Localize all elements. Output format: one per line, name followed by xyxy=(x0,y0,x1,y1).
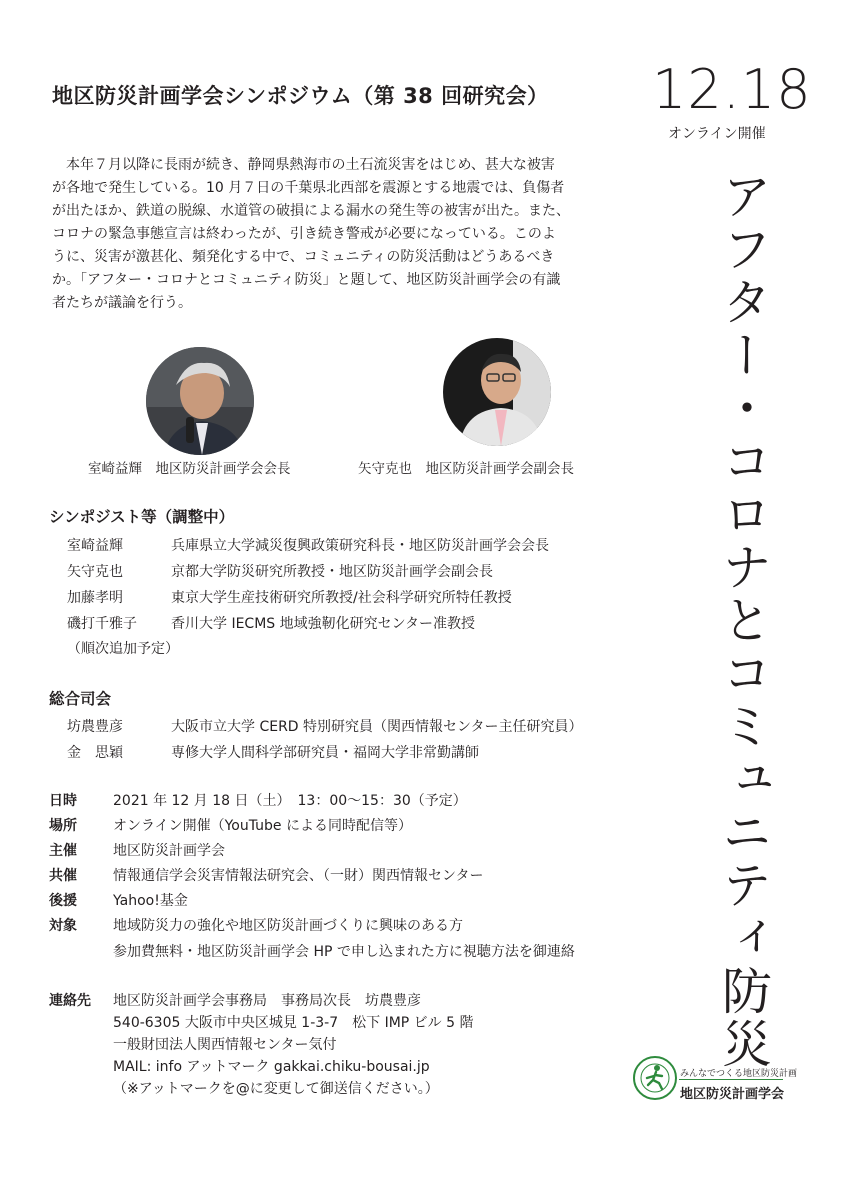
contact-line: 540-6305 大阪市中央区城見 1-3-7 松下 IMP ビル 5 階 xyxy=(113,1015,474,1031)
person-name: 室崎益輝 xyxy=(67,538,123,554)
info-row-co-organizer xyxy=(49,865,669,885)
info-row-target xyxy=(49,915,669,935)
speaker-photo-yamori xyxy=(443,338,551,446)
info-value: 2021 年 12 月 18 日（土） 13：00～15：30（予定） xyxy=(113,793,467,809)
person-affiliation: 京都大学防災研究所教授・地区防災計画学会副会長 xyxy=(171,564,493,580)
person-affiliation: 大阪市立大学 CERD 特別研究員（関西情報センター主任研究員） xyxy=(171,719,583,735)
person-affiliation: 香川大学 IECMS 地域強靭化研究センター准教授 xyxy=(171,616,476,632)
speaker-photo-murosaki xyxy=(146,347,254,455)
contact-line: MAIL: info アットマーク gakkai.chiku-bousai.jp xyxy=(113,1059,430,1075)
intro-line: 本年７月以降に長雨が続き、静岡県熱海市の土石流災害をはじめ、甚大な被害 xyxy=(52,157,555,173)
intro-line: か。「アフター・コロナとコミュニティ防災」と題して、地区防災計画学会の有識 xyxy=(52,272,561,288)
contact-block xyxy=(49,990,609,1110)
list-item xyxy=(67,535,667,555)
intro-line: が出たほか、鉄道の脱線、水道管の破損による漏水の発生等の被害が出た。また、 xyxy=(52,203,570,219)
info-value: Yahoo!基金 xyxy=(113,893,188,909)
contact-line: 一般財団法人関西情報センター気付 xyxy=(113,1037,337,1053)
page-title: 地区防災計画学会シンポジウム（第 38 回研究会） xyxy=(52,84,549,108)
info-label: 主催 xyxy=(49,843,77,859)
contact-line: （※アットマークを@に変更して御送信ください。） xyxy=(113,1081,439,1097)
person-affiliation: 東京大学生産技術研究所教授/社会科学研究所特任教授 xyxy=(171,590,512,606)
contact-label: 連絡先 xyxy=(49,993,91,1009)
list-item xyxy=(67,742,667,762)
person-affiliation: 専修大学人間科学部研究員・福岡大学非常勤講師 xyxy=(171,745,479,761)
list-item xyxy=(67,561,667,581)
person-name: 坊農豊彦 xyxy=(67,719,123,735)
intro-line: が各地で発生している。10 月７日の千葉県北西部を震源とする地震では、負傷者 xyxy=(52,180,565,196)
photo-caption: 矢守克也 地区防災計画学会副会長 xyxy=(358,461,574,477)
person-name: 金 思穎 xyxy=(67,745,123,761)
info-label: 共催 xyxy=(49,868,77,884)
info-value: 地区防災計画学会 xyxy=(113,843,225,859)
list-item xyxy=(67,613,667,633)
info-label: 対象 xyxy=(49,918,77,934)
symposists-note: （順次追加予定） xyxy=(67,641,179,657)
logo-name: 地区防災計画学会 xyxy=(680,1087,785,1102)
society-logo-icon xyxy=(632,1055,678,1101)
intro-line: うに、災害が激甚化、頻発化する中で、コミュニティの防災活動はどうあるべき xyxy=(52,249,555,265)
logo-tagline: みんなでつくる地区防災計画 xyxy=(680,1069,798,1079)
vertical-theme-title: アフター・コロナとコミュニティ防災 xyxy=(714,170,772,1071)
contact-line: 地区防災計画学会事務局 事務局次長 坊農豊彦 xyxy=(113,993,421,1009)
person-name: 加藤孝明 xyxy=(67,590,123,606)
event-date: 12.18 xyxy=(652,58,812,121)
photo-caption: 室崎益輝 地区防災計画学会会長 xyxy=(88,461,291,477)
info-value: 地域防災力の強化や地区防災計画づくりに興味のある方 xyxy=(113,918,463,934)
moderators-heading: 総合司会 xyxy=(49,690,112,708)
info-value: オンライン開催（YouTube による同時配信等） xyxy=(113,818,412,834)
intro-line: 者たちが議論を行う。 xyxy=(52,295,192,311)
list-item xyxy=(67,716,667,736)
info-row-sponsor xyxy=(49,890,669,910)
info-row-fee xyxy=(49,941,669,961)
intro-line: コロナの緊急事態宣言は終わったが、引き続き警戒が必要になっている。このよ xyxy=(52,226,556,242)
intro-paragraph xyxy=(52,154,642,315)
person-name: 矢守克也 xyxy=(67,564,123,580)
info-label: 場所 xyxy=(49,818,77,834)
info-row-datetime xyxy=(49,790,669,810)
info-value: 情報通信学会災害情報法研究会、（一財）関西情報センター xyxy=(113,868,484,884)
symposists-heading: シンポジスト等（調整中） xyxy=(49,508,235,526)
list-item xyxy=(67,587,667,607)
person-affiliation: 兵庫県立大学減災復興政策研究科長・地区防災計画学会会長 xyxy=(171,538,549,554)
info-row-venue xyxy=(49,815,669,835)
info-label: 後援 xyxy=(49,893,77,909)
info-value: 参加費無料・地区防災計画学会 HP で申し込まれた方に視聴方法を御連絡 xyxy=(113,944,575,960)
person-name: 磯打千雅子 xyxy=(67,616,137,632)
event-format: オンライン開催 xyxy=(668,126,766,142)
info-label: 日時 xyxy=(49,793,77,809)
info-row-organizer xyxy=(49,840,669,860)
logo-divider xyxy=(679,1079,783,1080)
